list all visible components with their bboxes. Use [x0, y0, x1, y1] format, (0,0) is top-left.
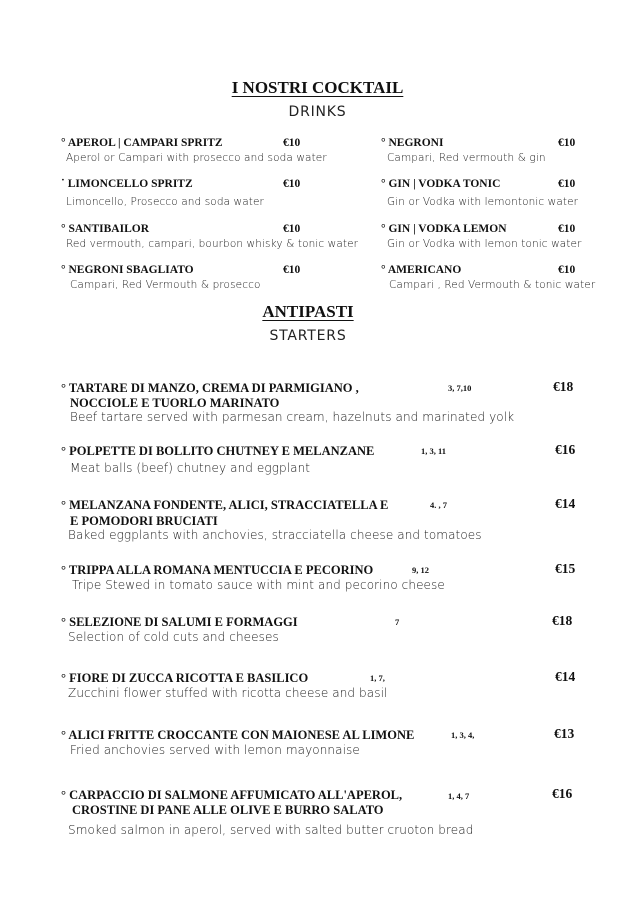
cocktail-description: Campari, Red Vermouth & prosecco — [70, 279, 261, 291]
cocktail-description: Aperol or Campari with prosecco and soda water — [66, 152, 327, 164]
dish-name: ° FIORE DI ZUCCA RICOTTA E BASILICO — [61, 671, 309, 685]
dish-description: Tripe Stewed in tomato sauce with mint and pecorino cheese — [72, 578, 445, 592]
cocktail-title: I NOSTRI COCKTAIL — [231, 78, 404, 97]
cocktail-name: ° APEROL | CAMPARI SPRITZ — [61, 137, 223, 149]
allergen-codes: 4. , 7 — [430, 500, 447, 510]
cocktail-description: Gin or Vodka with lemon tonic water — [387, 238, 582, 250]
cocktail-price: €10 — [283, 178, 301, 190]
cocktail-description: Red vermouth, campari, bourbon whisky & tonic water — [66, 238, 359, 250]
allergen-codes: 9, 12 — [412, 565, 429, 575]
cocktail-name: ° NEGRONI SBAGLIATO — [61, 264, 194, 276]
dish-description: Baked eggplants with anchovies, stracciatella cheese and tomatoes — [68, 528, 482, 542]
cocktail-price: €10 — [558, 178, 576, 190]
dish-price: €15 — [555, 561, 576, 576]
cocktail-name: ° GIN | VODKA LEMON — [381, 223, 507, 235]
dish-name: ° MELANZANA FONDENTE, ALICI, STRACCIATELLA E — [61, 498, 389, 512]
dish-price: €14 — [555, 669, 576, 684]
cocktail-description: Campari , Red Vermouth & tonic water — [389, 279, 596, 291]
allergen-codes: 3, 7,10 — [448, 383, 472, 393]
cocktail-price: €10 — [283, 223, 301, 235]
dish-name-continued: NOCCIOLE E TUORLO MARINATO — [70, 396, 280, 410]
allergen-codes: 1, 3, 4, — [451, 730, 475, 740]
allergen-codes: 1, 7, — [370, 673, 385, 683]
cocktail-name: ° SANTIBAILOR — [61, 223, 149, 235]
allergen-codes: 1, 4, 7 — [448, 791, 470, 801]
cocktail-price: €10 — [283, 137, 301, 149]
dish-name-continued: CROSTINE DI PANE ALLE OLIVE E BURRO SALATO — [72, 803, 384, 817]
dish-name: ° TARTARE DI MANZO, CREMA DI PARMIGIANO , — [61, 381, 359, 395]
dish-name: ° SELEZIONE DI SALUMI E FORMAGGI — [61, 615, 298, 629]
dish-name: ° CARPACCIO DI SALMONE AFFUMICATO ALL'APEROL, — [61, 788, 403, 802]
dish-description: Zucchini flower stuffed with ricotta cheese and basil — [68, 686, 388, 700]
dish-name: ° ALICI FRITTE CROCCANTE CON MAIONESE AL LIMONE — [61, 728, 415, 742]
dish-price: €13 — [554, 726, 575, 741]
dish-description: Fried anchovies served with lemon mayonnaise — [70, 743, 360, 757]
cocktail-name: ° NEGRONI — [381, 137, 444, 149]
dish-price: €18 — [552, 613, 573, 628]
cocktail-subtitle: DRINKS — [288, 104, 347, 120]
cocktail-price: €10 — [558, 223, 576, 235]
cocktail-price: €10 — [558, 137, 576, 149]
allergen-codes: 7 — [395, 617, 400, 627]
dish-price: €18 — [553, 379, 574, 394]
dish-description: Smoked salmon in aperol, served with salted butter cruoton bread — [68, 823, 474, 837]
dish-name-continued: E POMODORI BRUCIATI — [70, 514, 218, 528]
dish-name: ° POLPETTE DI BOLLITO CHUTNEY E MELANZANE — [61, 444, 375, 458]
dish-price: €14 — [555, 496, 576, 511]
antipasti-title: ANTIPASTI — [262, 302, 354, 321]
cocktail-name: ° AMERICANO — [381, 264, 462, 276]
cocktail-price: €10 — [558, 264, 576, 276]
dish-description: Beef tartare served with parmesan cream, hazelnuts and marinated yolk — [70, 410, 515, 424]
dish-description: Selection of cold cuts and cheeses — [68, 630, 279, 644]
dish-name: ° TRIPPA ALLA ROMANA MENTUCCIA E PECORINO — [61, 563, 374, 577]
dish-description: Meat balls (beef) chutney and eggplant — [70, 461, 311, 475]
cocktail-price: €10 — [283, 264, 301, 276]
dish-price: €16 — [555, 442, 576, 457]
antipasti-subtitle: STARTERS — [269, 328, 347, 344]
cocktail-description: Gin or Vodka with lemontonic water — [387, 196, 579, 208]
cocktail-name: ˙ LIMONCELLO SPRITZ — [61, 178, 193, 190]
cocktail-name: ° GIN | VODKA TONIC — [381, 178, 501, 190]
cocktail-description: Limoncello, Prosecco and soda water — [66, 196, 264, 208]
allergen-codes: 1, 3, 11 — [421, 446, 447, 456]
dish-price: €16 — [552, 786, 573, 801]
cocktail-description: Campari, Red vermouth & gin — [387, 152, 546, 164]
